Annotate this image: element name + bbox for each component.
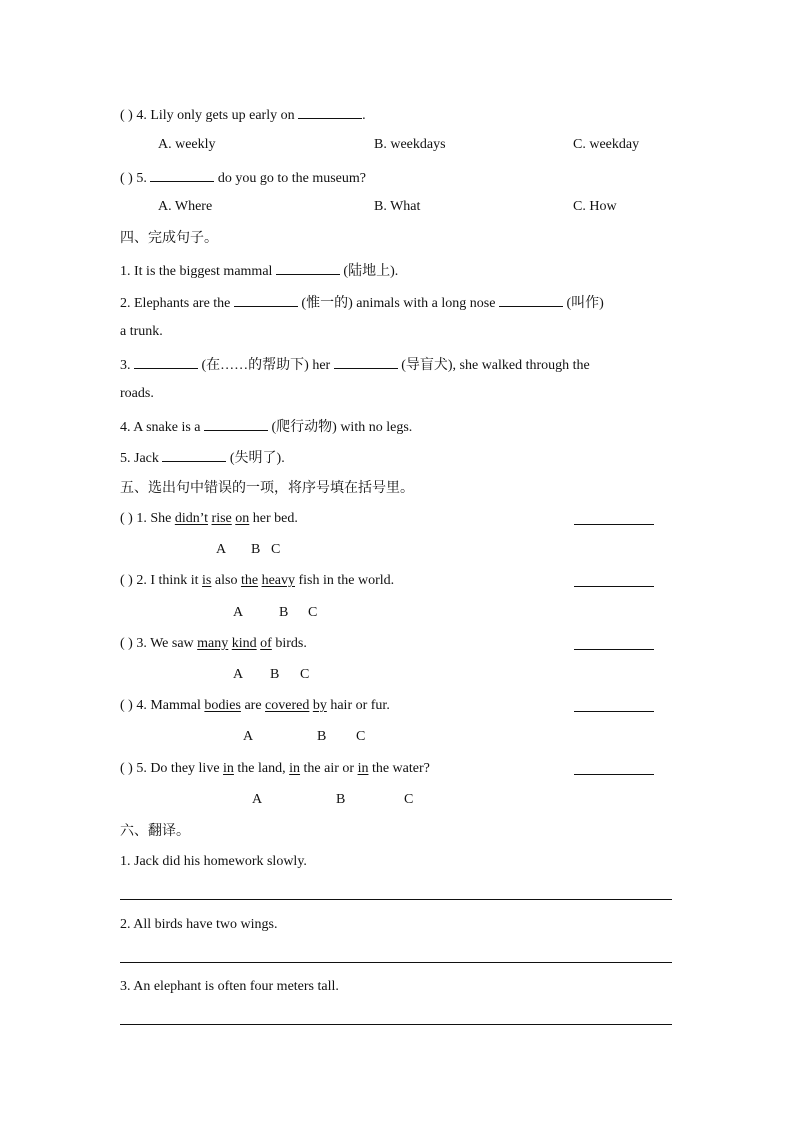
fill-blank[interactable] <box>334 354 398 369</box>
letter-a: A <box>233 605 244 620</box>
sentence-3: 3. (在……的帮助下) her (导盲犬), she walked through the <box>120 354 590 375</box>
letter-a: A <box>233 667 244 682</box>
error-question-3: ( ) 3. We saw many kind of birds. <box>120 636 307 651</box>
answer-rule[interactable] <box>120 899 672 900</box>
letter-c: C <box>308 605 318 620</box>
fill-blank[interactable] <box>162 447 226 462</box>
answer-line[interactable] <box>574 649 654 650</box>
mc-question-4: ( ) 4. Lily only gets up early on . <box>120 104 366 125</box>
mc-question-5: ( ) 5. do you go to the museum? <box>120 167 366 188</box>
letter-c: C <box>356 729 366 744</box>
letter-a: A <box>216 542 227 557</box>
fill-blank[interactable] <box>134 354 198 369</box>
answer-paren[interactable]: ( ) <box>120 171 133 186</box>
letter-c: C <box>271 542 281 557</box>
answer-rule[interactable] <box>120 962 672 963</box>
option-a: A. weekly <box>158 137 216 152</box>
sentence-5: 5. Jack (失明了). <box>120 447 285 468</box>
option-c: C. weekday <box>573 137 640 152</box>
option-a: A. Where <box>158 199 213 214</box>
answer-rule[interactable] <box>120 1024 672 1025</box>
error-question-1: ( ) 1. She didn’t rise on her bed. <box>120 511 298 526</box>
answer-paren[interactable]: ( ) <box>120 108 133 123</box>
option-c: C. How <box>573 199 617 214</box>
section-4-title: 四、完成句子。 <box>120 230 218 246</box>
error-question-2: ( ) 2. I think it is also the heavy fish in the world. <box>120 573 395 588</box>
fill-blank[interactable] <box>234 292 298 307</box>
sentence-4: 4. A snake is a (爬行动物) with no legs. <box>120 416 412 437</box>
sentence-1: 1. It is the biggest mammal (陆地上). <box>120 260 398 281</box>
answer-line[interactable] <box>574 774 654 775</box>
fill-blank[interactable] <box>204 416 268 431</box>
letter-b: B <box>317 729 327 744</box>
sentence-3-cont: roads. <box>120 386 154 401</box>
fill-blank[interactable] <box>150 167 214 182</box>
fill-blank[interactable] <box>499 292 563 307</box>
fill-blank[interactable] <box>276 260 340 275</box>
letter-b: B <box>270 667 280 682</box>
answer-line[interactable] <box>574 524 654 525</box>
letter-b: B <box>279 605 289 620</box>
letter-c: C <box>300 667 310 682</box>
translate-item-2: 2. All birds have two wings. <box>120 917 278 932</box>
answer-line[interactable] <box>574 586 654 587</box>
letter-b: B <box>251 542 261 557</box>
section-6-title: 六、翻译。 <box>120 823 190 839</box>
fill-blank[interactable] <box>298 104 362 119</box>
translate-item-3: 3. An elephant is often four meters tall. <box>120 979 339 994</box>
letter-c: C <box>404 792 414 807</box>
answer-line[interactable] <box>574 711 654 712</box>
section-5-title: 五、选出句中错误的一项，将序号填在括号里。 <box>120 480 414 496</box>
option-b: B. weekdays <box>374 137 446 152</box>
error-question-5: ( ) 5. Do they live in the land, in the air or in the water? <box>120 761 430 776</box>
letter-b: B <box>336 792 346 807</box>
sentence-2-cont: a trunk. <box>120 324 163 339</box>
error-question-4: ( ) 4. Mammal bodies are covered by hair or fur. <box>120 698 390 713</box>
sentence-2: 2. Elephants are the (惟一的) animals with a long nose (叫作) <box>120 292 604 313</box>
option-b: B. What <box>374 199 421 214</box>
letter-a: A <box>252 792 263 807</box>
letter-a: A <box>243 729 254 744</box>
translate-item-1: 1. Jack did his homework slowly. <box>120 854 307 869</box>
